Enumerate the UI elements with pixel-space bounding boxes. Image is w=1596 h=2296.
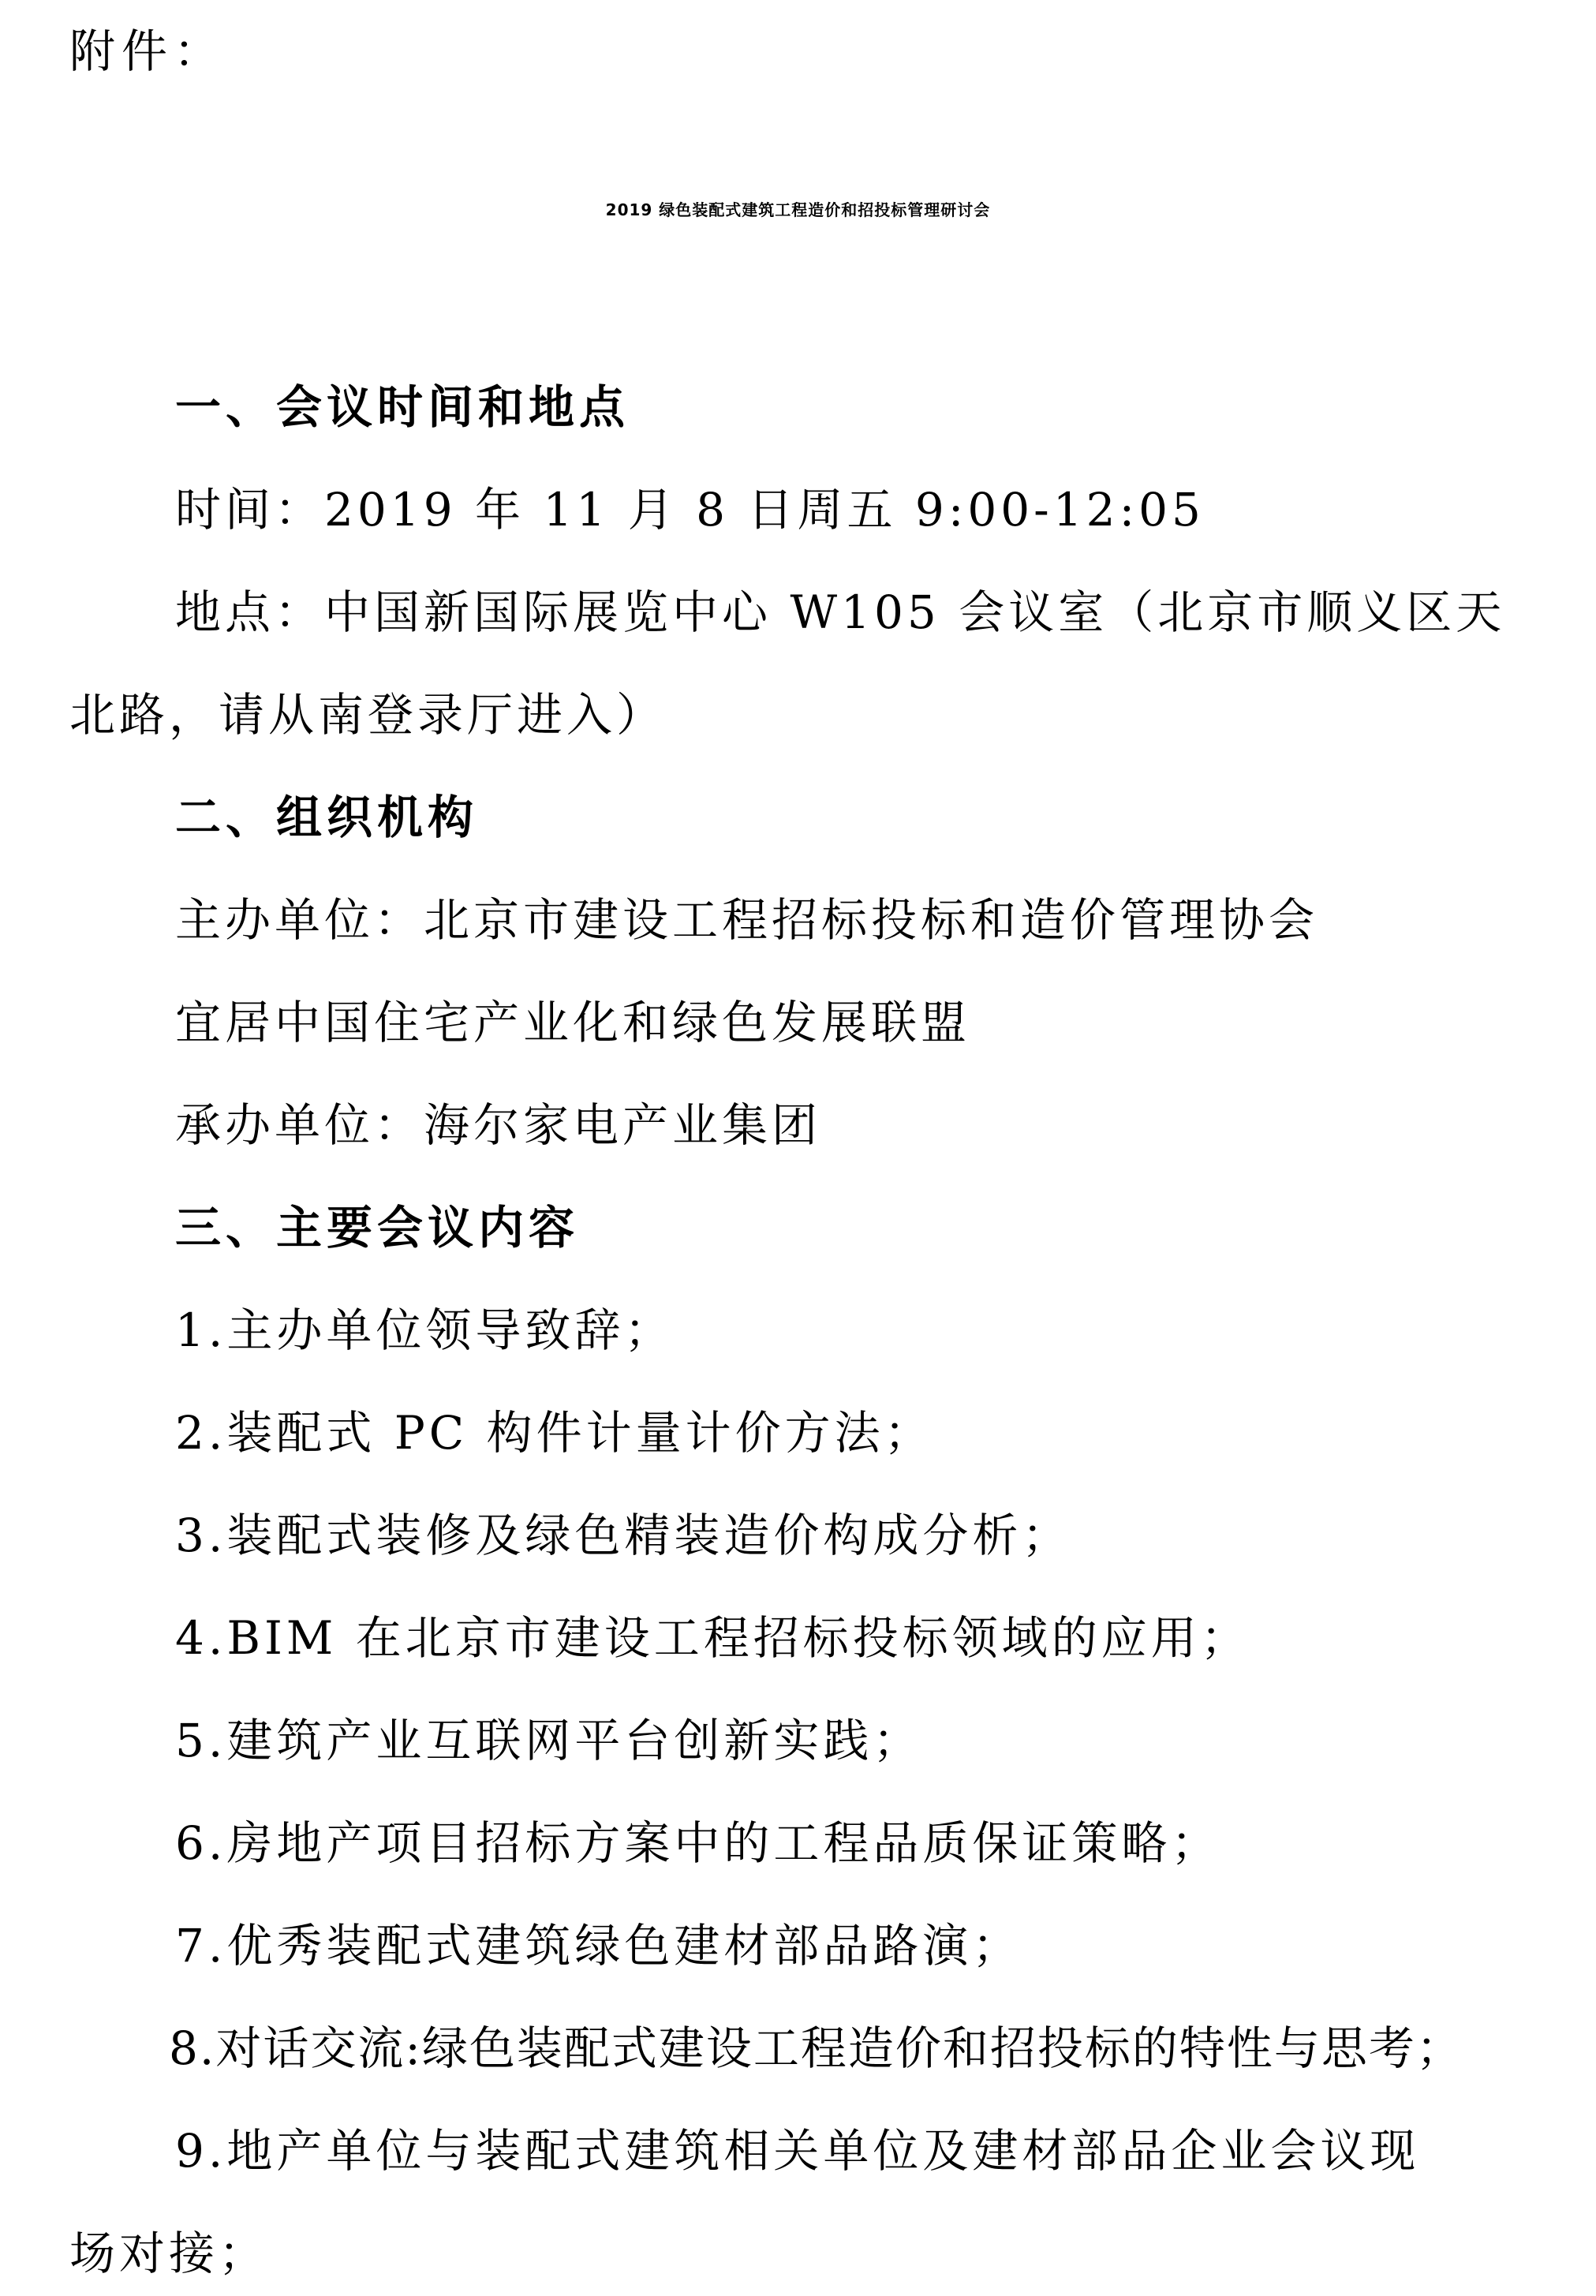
meeting-location-line: 地点：中国新国际展览中心 W105 会议室（北京市顺义区天: [175, 585, 1506, 639]
agenda-item: 3.装配式装修及绿色精装造价构成分析；: [175, 1509, 1072, 1562]
organizer-line: 承办单位：海尔家电产业集团: [175, 1098, 822, 1152]
agenda-item: 2.装配式 PC 构件计量计价方法；: [175, 1406, 934, 1460]
agenda-item: 8.对话交流:绿色装配式建设工程造价和招投标的特性与思考；: [169, 2021, 1463, 2075]
co-host-organization-line: 宜居中国住宅产业化和绿色发展联盟: [175, 996, 971, 1049]
agenda-item: 7.优秀装配式建筑绿色建材部品路演；: [175, 1919, 1022, 1973]
meeting-time-line: 时间：2019 年 11 月 8 日周五 9:00-12:05: [175, 483, 1205, 537]
agenda-item-continued: 场对接；: [69, 2227, 269, 2280]
agenda-item: 9.地产单位与装配式建筑相关单位及建材部品企业会议现: [175, 2124, 1420, 2178]
section-heading-agenda: 三、主要会议内容: [175, 1201, 580, 1255]
host-organization-line: 主办单位：北京市建设工程招标投标和造价管理协会: [175, 893, 1319, 947]
attachment-label: 附件：: [69, 24, 226, 78]
agenda-item: 6.房地产项目招标方案中的工程品质保证策略；: [175, 1816, 1221, 1870]
meeting-location-continued: 北路，请从南登录厅进入）: [69, 688, 667, 742]
agenda-item: 5.建筑产业互联网平台创新实践；: [175, 1714, 923, 1767]
agenda-item: 1.主办单位领导致辞；: [175, 1303, 675, 1357]
agenda-item: 4.BIM 在北京市建设工程招标投标领域的应用；: [175, 1611, 1250, 1665]
section-heading-time-location: 一、会议时间和地点: [175, 380, 630, 434]
document-title: 2019 绿色装配式建筑工程造价和招投标管理研讨会: [605, 200, 991, 219]
section-heading-organizers: 二、组织机构: [175, 791, 479, 844]
